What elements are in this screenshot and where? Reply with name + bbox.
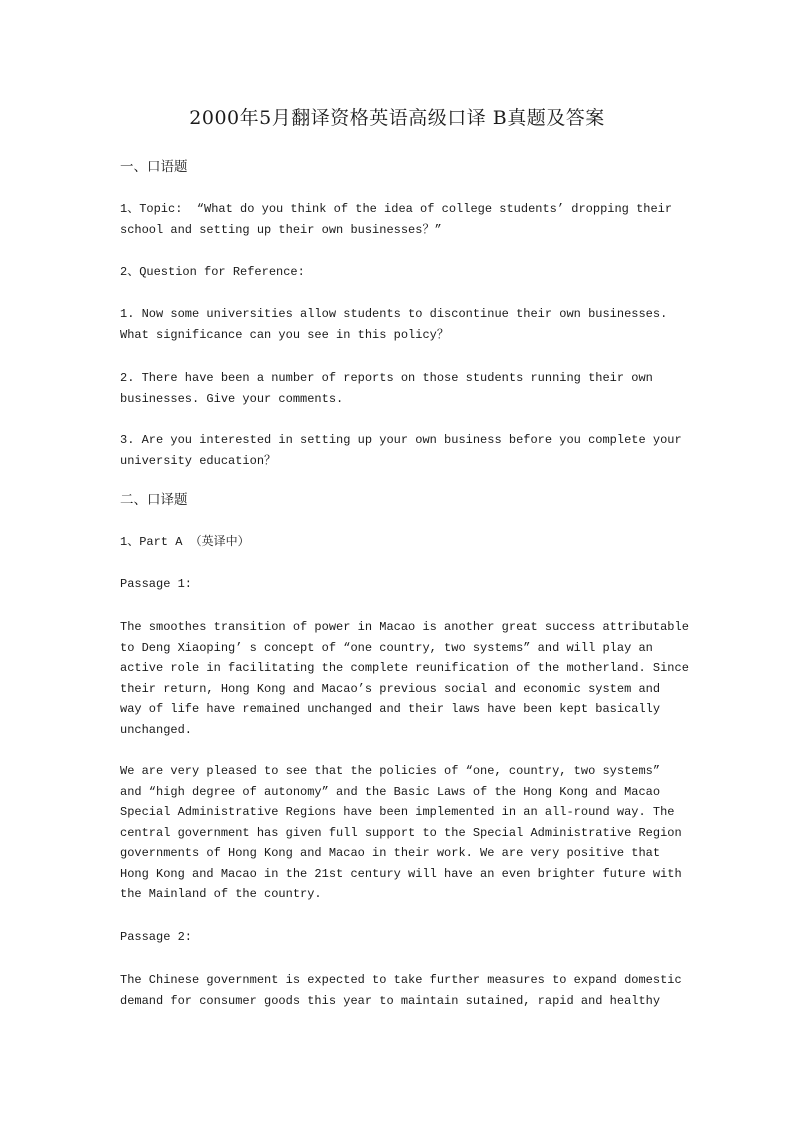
text-line: 2. There have been a number of reports on those students running their own (120, 371, 653, 385)
question-3 (120, 430, 680, 471)
question-reference-heading (120, 262, 680, 283)
passage-2-paragraph-1 (120, 970, 680, 1011)
passage-1-label (120, 574, 680, 595)
text-line: We are very pleased to see that the policies of “one, country, two systems” (120, 764, 661, 778)
text-line: to Deng Xiaoping’ s concept of “one country, two systems” and will play an (120, 640, 653, 655)
text-line: active role in facilitating the complete reunification of the motherland. Since (120, 661, 689, 675)
text-line: The smoothes transition of power in Macao is another great success attributable (120, 620, 689, 634)
section-heading-interpretation: 二、口译题 (120, 492, 188, 508)
text-line: businesses. Give your comments. (120, 391, 344, 406)
text-line: 1、Topic: “What do you think of the idea of college students’ dropping their (120, 202, 673, 216)
passage-2-label (120, 927, 680, 948)
text-line: the Mainland of the country. (120, 887, 322, 901)
text-line: central government has given full support to the Special Administrative Region (120, 825, 682, 840)
text-line: Hong Kong and Macao in the 21st century will have an even brighter future with (120, 866, 682, 881)
text-line: unchanged. (120, 722, 193, 737)
passage-1-paragraph-2 (120, 761, 680, 905)
text-line: governments of Hong Kong and Macao in their work. We are very positive that (120, 846, 661, 860)
text-line: 3. Are you interested in setting up your own business before you complete your (120, 433, 682, 447)
passage-1-paragraph-1 (120, 617, 689, 740)
text-line: 1. Now some universities allow students to discontinue their own businesses. (120, 307, 668, 321)
text-line: and “high degree of autonomy” and the Basic Laws of the Hong Kong and Macao (120, 784, 661, 799)
text-line: The Chinese government is expected to take further measures to expand domestic (120, 973, 682, 987)
question-2 (120, 368, 680, 409)
text-line: 1、Part A （英译中） (120, 535, 250, 549)
topic-paragraph (120, 199, 680, 240)
text-line: What significance can you see in this policy？ (120, 327, 449, 342)
text-line: Passage 1: (120, 577, 193, 591)
text-line: 2、Question for Reference: (120, 265, 305, 279)
text-line: school and setting up their own businesses？” (120, 222, 442, 237)
text-line: way of life have remained unchanged and their laws have been kept basically (120, 702, 661, 716)
question-1 (120, 304, 680, 345)
text-line: Special Administrative Regions have been implemented in an all-round way. The (120, 805, 675, 819)
document-title: 2000年5月翻译资格英语高级口译 B真题及答案 (189, 107, 605, 129)
text-line: their return, Hong Kong and Macao’s previous social and economic system and (120, 681, 661, 696)
text-line: university education？ (120, 453, 277, 468)
section-heading-oral: 一、口语题 (120, 159, 188, 175)
part-a-label (120, 532, 680, 553)
text-line: demand for consumer goods this year to maintain sutained, rapid and healthy (120, 993, 661, 1008)
text-line: Passage 2: (120, 930, 193, 944)
